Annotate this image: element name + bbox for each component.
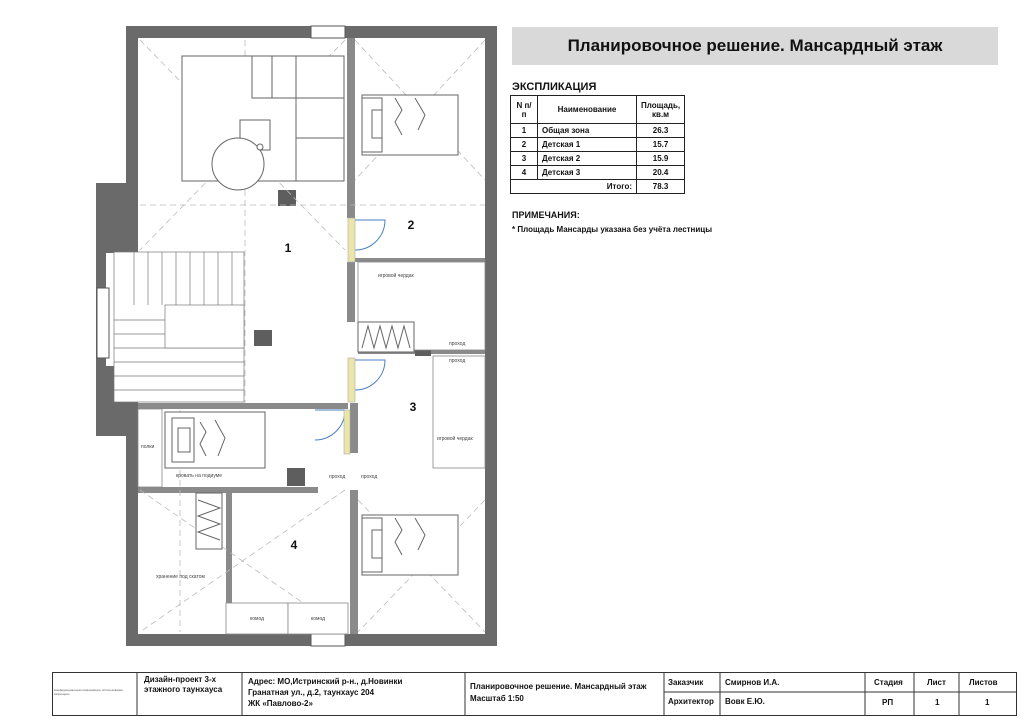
notes-text: * Площадь Мансарды указана без учёта лестницы [512, 225, 713, 234]
table-row [511, 166, 685, 180]
row-num: 3 [511, 152, 538, 166]
tb-address-line1: Адрес: МО,Истринский р-н., д.Новинки [248, 677, 403, 686]
wardrobe [358, 322, 414, 352]
total-label: Итого: [511, 180, 637, 194]
tb-address-line2: Гранатная ул., д.2, таунхаус 204 [248, 688, 375, 697]
table-row [511, 124, 685, 138]
tb-stage-label: Стадия [874, 678, 903, 687]
row-area: 15.7 [637, 138, 685, 152]
title-block [52, 672, 1017, 716]
label-play-attic-2: игровой чердак [378, 273, 414, 279]
explication-heading: ЭКСПЛИКАЦИЯ [512, 81, 597, 93]
room-number-3: 3 [409, 400, 417, 414]
row-name: Детская 2 [538, 152, 637, 166]
room-number-2: 2 [407, 218, 415, 232]
row-num: 1 [511, 124, 538, 138]
label-dresser-1: комод [250, 616, 265, 622]
total-row [511, 180, 685, 194]
staircase [114, 252, 244, 402]
tb-architect-name: Вовк Е.Ю. [725, 697, 765, 706]
page-title: Планировочное решение. Мансардный этаж [512, 27, 998, 65]
tb-sheet-title: Планировочное решение. Мансардный этаж [470, 682, 647, 691]
total-value: 78.3 [637, 180, 685, 194]
floor-plan [90, 22, 510, 662]
explication-table [510, 95, 685, 194]
label-shelf: полки [141, 444, 155, 450]
room4-shelving [196, 493, 222, 549]
label-play-attic-3: игровой чердак [437, 436, 473, 442]
row-area: 15.9 [637, 152, 685, 166]
label-passage-2: проход [449, 358, 466, 364]
tb-scale: Масштаб 1:50 [470, 694, 524, 703]
row-num: 2 [511, 138, 538, 152]
row-num: 4 [511, 166, 538, 180]
table-row [511, 152, 685, 166]
tb-sheets-value: 1 [985, 698, 990, 707]
row-name: Детская 3 [538, 166, 637, 180]
row-name: Общая зона [538, 124, 637, 138]
row-area: 20.4 [637, 166, 685, 180]
tb-address-line3: ЖК «Павлово-2» [248, 699, 313, 708]
label-passage-4: проход [361, 474, 378, 480]
bed-room-3 [362, 515, 458, 575]
table-row [511, 138, 685, 152]
col-name-header: Наименование [538, 96, 637, 124]
col-num-header: N п/п [511, 96, 538, 124]
row-area: 26.3 [637, 124, 685, 138]
tb-customer-label: Заказчик [668, 678, 704, 687]
room-number-4: 4 [290, 538, 298, 552]
room-number-1: 1 [284, 241, 292, 255]
tb-sheet-label: Лист [927, 678, 946, 687]
tb-architect-label: Архитектор [668, 697, 714, 706]
tb-sheets-label: Листов [969, 678, 998, 687]
podium-bed [165, 412, 265, 468]
room4-dressers [226, 603, 348, 634]
col-area-header: Площадь, кв.м [637, 96, 685, 124]
living-furniture [182, 56, 344, 190]
label-passage-3: проход [329, 474, 346, 480]
label-passage-1: проход [449, 341, 466, 347]
tb-stage-value: РП [882, 698, 894, 707]
label-storage: хранение под скатом [156, 574, 205, 580]
tb-sheet-value: 1 [935, 698, 940, 707]
play-attic-3-area [433, 356, 485, 468]
tb-small-note: Конфиденциальная информация, использование запрещено [54, 688, 123, 696]
bed-room-2 [362, 95, 458, 155]
tb-project: Дизайн-проект 3-х этажного таунхауса [144, 675, 223, 694]
tb-customer-name: Смирнов И.А. [725, 678, 780, 687]
notes-heading: ПРИМЕЧАНИЯ: [512, 210, 580, 220]
label-podium-bed: кровать на подиуме [176, 473, 222, 479]
label-dresser-2: комод [311, 616, 326, 622]
table-header-row [511, 96, 685, 124]
row-name: Детская 1 [538, 138, 637, 152]
